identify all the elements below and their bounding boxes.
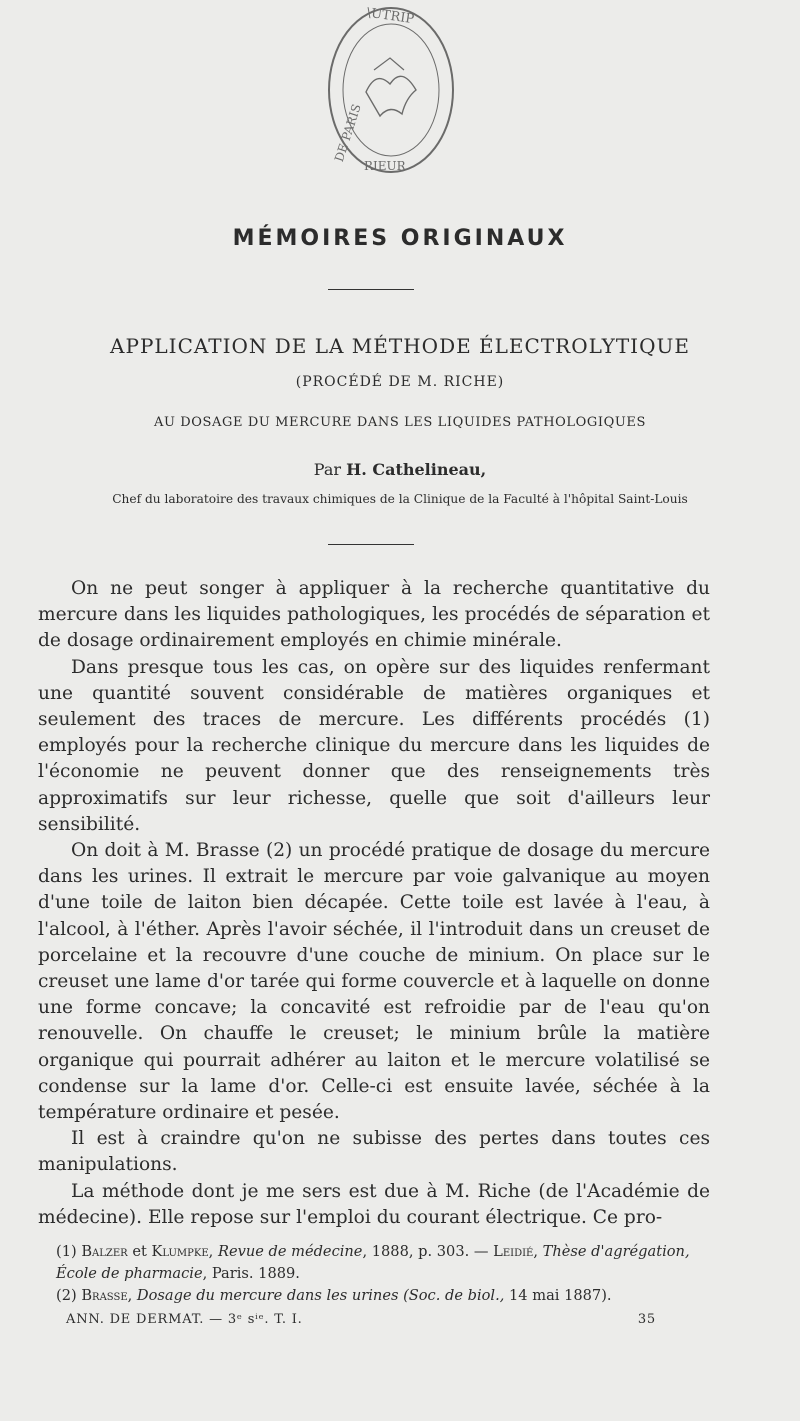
author-name: H. Cathelineau, (346, 460, 487, 479)
footnotes (38, 1241, 710, 1307)
body-paragraph: On doit à M. Brasse (2) un procédé pratique de dosage du mercure dans les urines. Il extrait le mercure par voie galvanique au moyen d'une toile de laiton bien décapée. Cette toile est lavée à l'eau, à l'alcool, à l'éther. Après l'avoir séchée, il l'introduit dans un creuset de porcelaine et la recouvre d'une couche de minium. On place sur le creuset une lame d'or tarée qui forme couvercle et à laquelle on donne une forme concave; la concavité est refroidie par de l'eau qu'on renouvelle. On chauffe le creuset; le minium brûle la matière organique qui pourrait adhérer au laiton et le mercure volatilisé se condense sur la lame d'or. Celle-ci est ensuite lavée, séchée à la température ordinaire et pesée. (38, 840, 710, 1124)
running-footer (66, 1312, 656, 1327)
byline-prefix: Par (313, 460, 347, 479)
article-subtitle: AU DOSAGE DU MERCURE DANS LES LIQUIDES PATHOLOGIQUES (153, 415, 647, 430)
footnote-marker: (2) (56, 1287, 77, 1304)
article-body (38, 576, 710, 1231)
journal-reference: ANN. DE DERMAT. — 3ᵉ sⁱᵉ. T. I. (66, 1312, 303, 1327)
author-affiliation: Chef du laboratoire des travaux chimiques de la Clinique de la Faculté à l'hôpital Saint-Louis (112, 492, 688, 506)
footnote-date: 14 mai 1887). (509, 1287, 612, 1304)
footnote-1: (1) Balzer et Klumpke, Revue de médecine, 1888, p. 303. — Leidié, Thèse d'agrégation, École de pharmacie, Paris. 1889. (56, 1243, 690, 1282)
page-number: 35 (637, 1312, 656, 1327)
article-title: APPLICATION DE LA MÉTHODE ÉLECTROLYTIQUE (110, 334, 690, 358)
footnote-author: Klumpke (151, 1243, 209, 1260)
library-stamp-icon (318, 0, 464, 188)
footnote-journal: Revue de médecine (217, 1243, 363, 1260)
footnote-author: Brasse (81, 1287, 128, 1304)
byline (0, 460, 800, 479)
footnote-author: Leidié (493, 1243, 534, 1260)
footnote-2: (2) Brasse, Dosage du mercure dans les urines (Soc. de biol., 14 mai 1887). (56, 1287, 612, 1304)
footnote-thesis: Thèse d'agrégation, École de pharmacie (56, 1243, 690, 1282)
stamp-top-text: \UTRIP (365, 5, 415, 28)
body-paragraph: Dans presque tous les cas, on opère sur des liquides renfermant une quantité souvent considérable de matières organiques et seulement des traces de mercure. Les différents procédés (1) employés pour la recherche clinique du mercure dans les liquides de l'économie ne peuvent donner que des renseignements très approximatifs sur leur richesse, quelle que soit d'ailleurs leur sensibilité. (38, 656, 710, 835)
title-divider (328, 544, 414, 545)
footnote-conjunction: et (132, 1243, 147, 1260)
footnote-reference: 1888, p. 303. — (371, 1243, 489, 1260)
footnote-marker: (1) (56, 1243, 77, 1260)
footnote-title: Dosage du mercure dans les urines (Soc. de biol., (136, 1287, 505, 1304)
article-procede-line: (PROCÉDÉ DE M. RICHE) (295, 374, 505, 390)
body-paragraph: La méthode dont je me sers est due à M. Riche (de l'Académie de médecine). Elle repose sur l'emploi du courant électrique. Ce pro- (38, 1180, 710, 1228)
stamp-side-text: DE PARIS (331, 102, 364, 164)
footnote-author: Balzer (81, 1243, 128, 1260)
body-paragraph: On ne peut songer à appliquer à la recherche quantitative du mercure dans les liquides pathologiques, les procédés de séparation et de dosage ordinairement employés en chimie minérale. (38, 578, 710, 652)
body-paragraph: Il est à craindre qu'on ne subisse des pertes dans toutes ces manipulations. (38, 1128, 710, 1176)
stamp-bottom-text: RIEUR (364, 159, 406, 173)
heading-divider (328, 289, 414, 290)
section-heading: MÉMOIRES ORIGINAUX (232, 226, 568, 251)
footnote-place: Paris. 1889. (211, 1265, 300, 1282)
